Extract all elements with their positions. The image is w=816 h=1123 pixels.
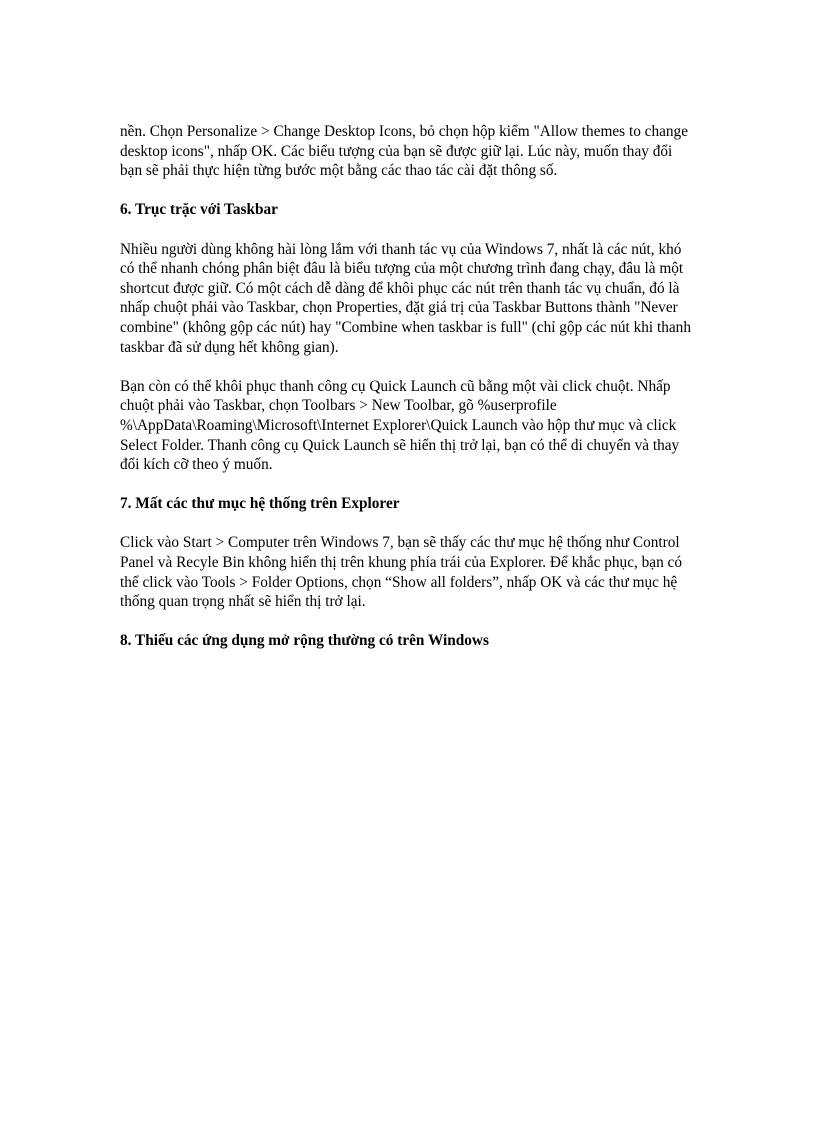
document-page: [120, 122, 692, 671]
heading-explorer-folders: 7. Mất các thư mục hệ thống trên Explorer: [120, 495, 400, 513]
paragraph-quick-launch: Bạn còn có thể khôi phục thanh công cụ Quick Launch cũ bằng một vài click chuột. Nhấp chuột phải vào Taskbar, chọn Toolbars > New Toolbar, gõ %userprofile %\AppData\Roaming\Microsoft\Internet Explorer\Quick Launch vào hộp thư mục và click Select Folder. Thanh công cụ Quick Launch sẽ hiển thị trở lại, bạn có thể di chuyển và thay đổi kích cỡ theo ý muốn.: [120, 377, 680, 474]
paragraph-taskbar-buttons: Nhiều người dùng không hài lòng lắm với thanh tác vụ của Windows 7, nhất là các nút, khó có thể nhanh chóng phân biệt đâu là biểu tượng của một chương trình đang chạy, đâu là một shortcut được giữ. Có một cách dễ dàng để khôi phục các nút trên thanh tác vụ chuẩn, đó là nhấp chuột phải vào Taskbar, chọn Properties, đặt giá trị của Taskbar Buttons thành "Never combine" (không gộp các nút) hay "Combine when taskbar is full" (chỉ gộp các nút khi thanh taskbar đã sử dụng hết không gian).: [120, 240, 691, 356]
paragraph-desktop-icons: nền. Chọn Personalize > Change Desktop Icons, bỏ chọn hộp kiểm "Allow themes to change desktop icons", nhấp OK. Các biểu tượng của bạn sẽ được giữ lại. Lúc này, muốn thay đổi bạn sẽ phải thực hiện từng bước một bằng các thao tác cài đặt thông số.: [120, 123, 688, 180]
heading-missing-apps: 8. Thiếu các ứng dụng mở rộng thường có trên Windows: [120, 632, 489, 650]
paragraph-explorer-folders: Click vào Start > Computer trên Windows 7, bạn sẽ thấy các thư mục hệ thống như Control Panel và Recyle Bin không hiển thị trên khung phía trái của Explorer. Để khắc phục, bạn có thể click vào Tools > Folder Options, chọn “Show all folders”, nhấp OK và các thư mục hệ thống quan trọng nhất sẽ hiển thị trở lại.: [120, 534, 682, 611]
heading-taskbar-issue: 6. Trục trặc với Taskbar: [120, 201, 278, 219]
